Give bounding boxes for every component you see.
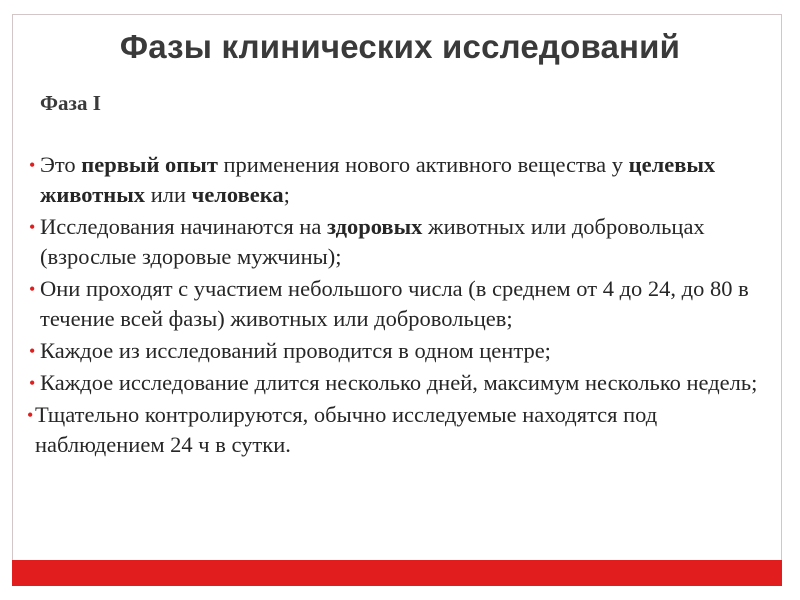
bold-text: здоровых [326, 214, 423, 239]
bullet-item [26, 336, 776, 366]
bullet-item [26, 368, 776, 398]
bold-text: первый опыт [81, 152, 218, 177]
bullet-dot-icon: • [29, 155, 36, 175]
bullet-dot-icon: • [29, 373, 36, 393]
text: Они проходят с участием небольшого числа (в среднем от 4 до 24, до 80 в течение всей фазы) животных или добровольцев; [40, 276, 749, 331]
text: применения нового активного вещества у [217, 152, 629, 177]
bullet-dot-icon: • [29, 217, 36, 237]
phase-heading: Фаза I [40, 91, 101, 115]
bullet-dot-icon: • [29, 341, 36, 361]
bullet-dot-icon: • [27, 405, 34, 425]
text: или [145, 182, 192, 207]
text: животных или добровольцах (взрослые здоровые мужчины); [40, 214, 705, 269]
text: Это [40, 152, 82, 177]
text: Исследования начинаются на [40, 214, 327, 239]
text: Каждое исследование длится несколько дней, максимум несколько недель; [40, 370, 758, 395]
bottom-accent-bar [12, 560, 782, 586]
bold-text: человека [191, 182, 284, 207]
bullet-list [26, 150, 776, 462]
bullet-item [26, 150, 776, 210]
text: Тщательно контролируются, обычно исследуемые находятся под наблюдением 24 ч в сутки. [35, 402, 658, 457]
text: ; [283, 182, 290, 207]
bullet-item [26, 274, 776, 334]
bullet-item [26, 212, 776, 272]
bullet-item [26, 400, 776, 460]
bold-text: целевых животных [40, 152, 716, 207]
slide-title: Фазы клинических исследований [119, 28, 681, 65]
bullet-dot-icon: • [29, 279, 36, 299]
text: Каждое из исследований проводится в одном центре; [40, 338, 551, 363]
